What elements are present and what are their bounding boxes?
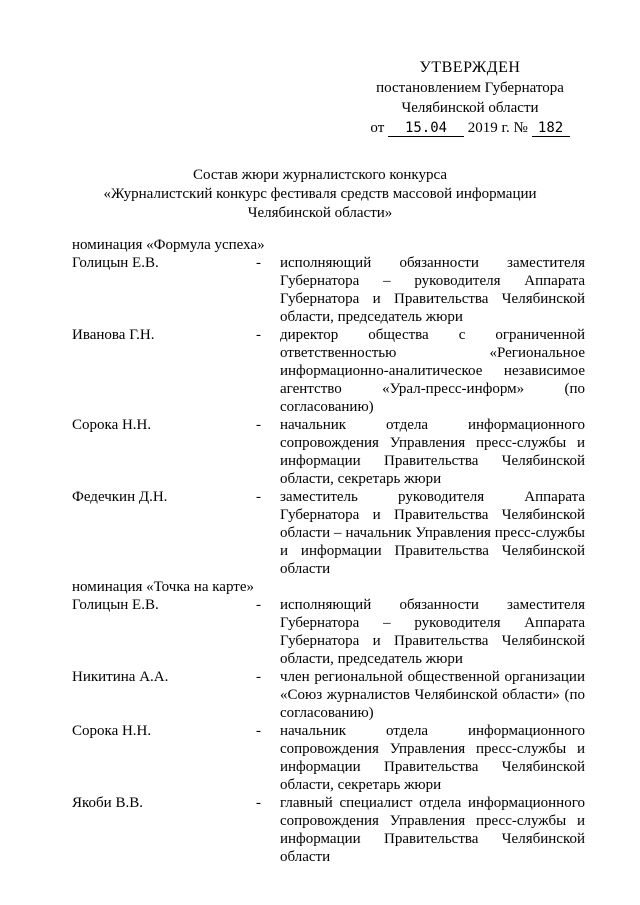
member-role: начальник отдела информационного сопровождения Управления пресс-службы и информации Правительства Челябинской области, секретарь жюри bbox=[280, 417, 585, 487]
member-dash: - bbox=[256, 795, 261, 811]
document-title bbox=[60, 166, 580, 223]
handwritten-number: 182 bbox=[532, 120, 570, 137]
member-name: Голицын Е.В. bbox=[72, 255, 159, 271]
nomination-section bbox=[72, 236, 592, 578]
member-dash: - bbox=[256, 597, 261, 613]
approval-block bbox=[350, 58, 590, 138]
member-dash: - bbox=[256, 723, 261, 739]
member-role: заместитель руководителя Аппарата Губернатора и Правительства Челябинской области – начальник Управления пресс-службы и информации Правительства Челябинской области bbox=[280, 489, 585, 577]
member-name: Голицын Е.В. bbox=[72, 597, 159, 613]
year-text: 2019 г. № bbox=[467, 120, 528, 136]
date-prefix: от bbox=[370, 120, 385, 136]
jury-member-row bbox=[72, 254, 592, 326]
title-line-1: Состав жюри журналистского конкурса bbox=[192, 167, 448, 183]
member-role: директор общества с ограниченной ответственностью «Региональное информационно-аналитическое независимое агентство «Урал-пресс-информ» (по согласованию) bbox=[280, 327, 585, 415]
member-dash: - bbox=[256, 327, 261, 343]
approval-line-1: постановлением Губернатора bbox=[376, 80, 564, 96]
nomination-title: номинация «Формула успеха» bbox=[72, 237, 265, 253]
jury-member-row bbox=[72, 668, 592, 722]
jury-member-row bbox=[72, 416, 592, 488]
nomination-section bbox=[72, 578, 592, 866]
member-role: начальник отдела информационного сопровождения Управления пресс-службы и информации Правительства Челябинской области, секретарь жюри bbox=[280, 723, 585, 793]
approval-line-2: Челябинской области bbox=[401, 100, 539, 116]
member-dash: - bbox=[256, 489, 261, 505]
member-role: исполняющий обязанности заместителя Губернатора – руководителя Аппарата Губернатора и Правительства Челябинской области, председатель жюри bbox=[280, 597, 585, 667]
approval-heading: УТВЕРЖДЕН bbox=[419, 59, 521, 76]
member-dash: - bbox=[256, 669, 261, 685]
member-dash: - bbox=[256, 255, 261, 271]
member-name: Иванова Г.Н. bbox=[72, 327, 155, 343]
jury-list bbox=[72, 236, 592, 866]
jury-member-row bbox=[72, 488, 592, 578]
jury-member-row bbox=[72, 596, 592, 668]
member-role: член региональной общественной организации «Союз журналистов Челябинской области» (по согласованию) bbox=[280, 669, 585, 721]
jury-member-row bbox=[72, 722, 592, 794]
member-name: Сорока Н.Н. bbox=[72, 417, 152, 433]
title-line-3: Челябинской области» bbox=[247, 205, 393, 221]
member-name: Никитина А.А. bbox=[72, 669, 169, 685]
nomination-title: номинация «Точка на карте» bbox=[72, 579, 254, 595]
member-name: Федечкин Д.Н. bbox=[72, 489, 168, 505]
member-name: Якоби В.В. bbox=[72, 795, 143, 811]
member-name: Сорока Н.Н. bbox=[72, 723, 152, 739]
approval-dateline bbox=[350, 118, 590, 138]
jury-member-row bbox=[72, 794, 592, 866]
title-line-2: «Журналистский конкурс фестиваля средств массовой информации bbox=[103, 186, 537, 202]
member-dash: - bbox=[256, 417, 261, 433]
member-role: исполняющий обязанности заместителя Губернатора – руководителя Аппарата Губернатора и Правительства Челябинской области, председатель жюри bbox=[280, 255, 585, 325]
handwritten-date: 15.04 bbox=[388, 120, 464, 137]
jury-member-row bbox=[72, 326, 592, 416]
member-role: главный специалист отдела информационного сопровождения Управления пресс-службы и информации Правительства Челябинской области bbox=[280, 795, 585, 865]
